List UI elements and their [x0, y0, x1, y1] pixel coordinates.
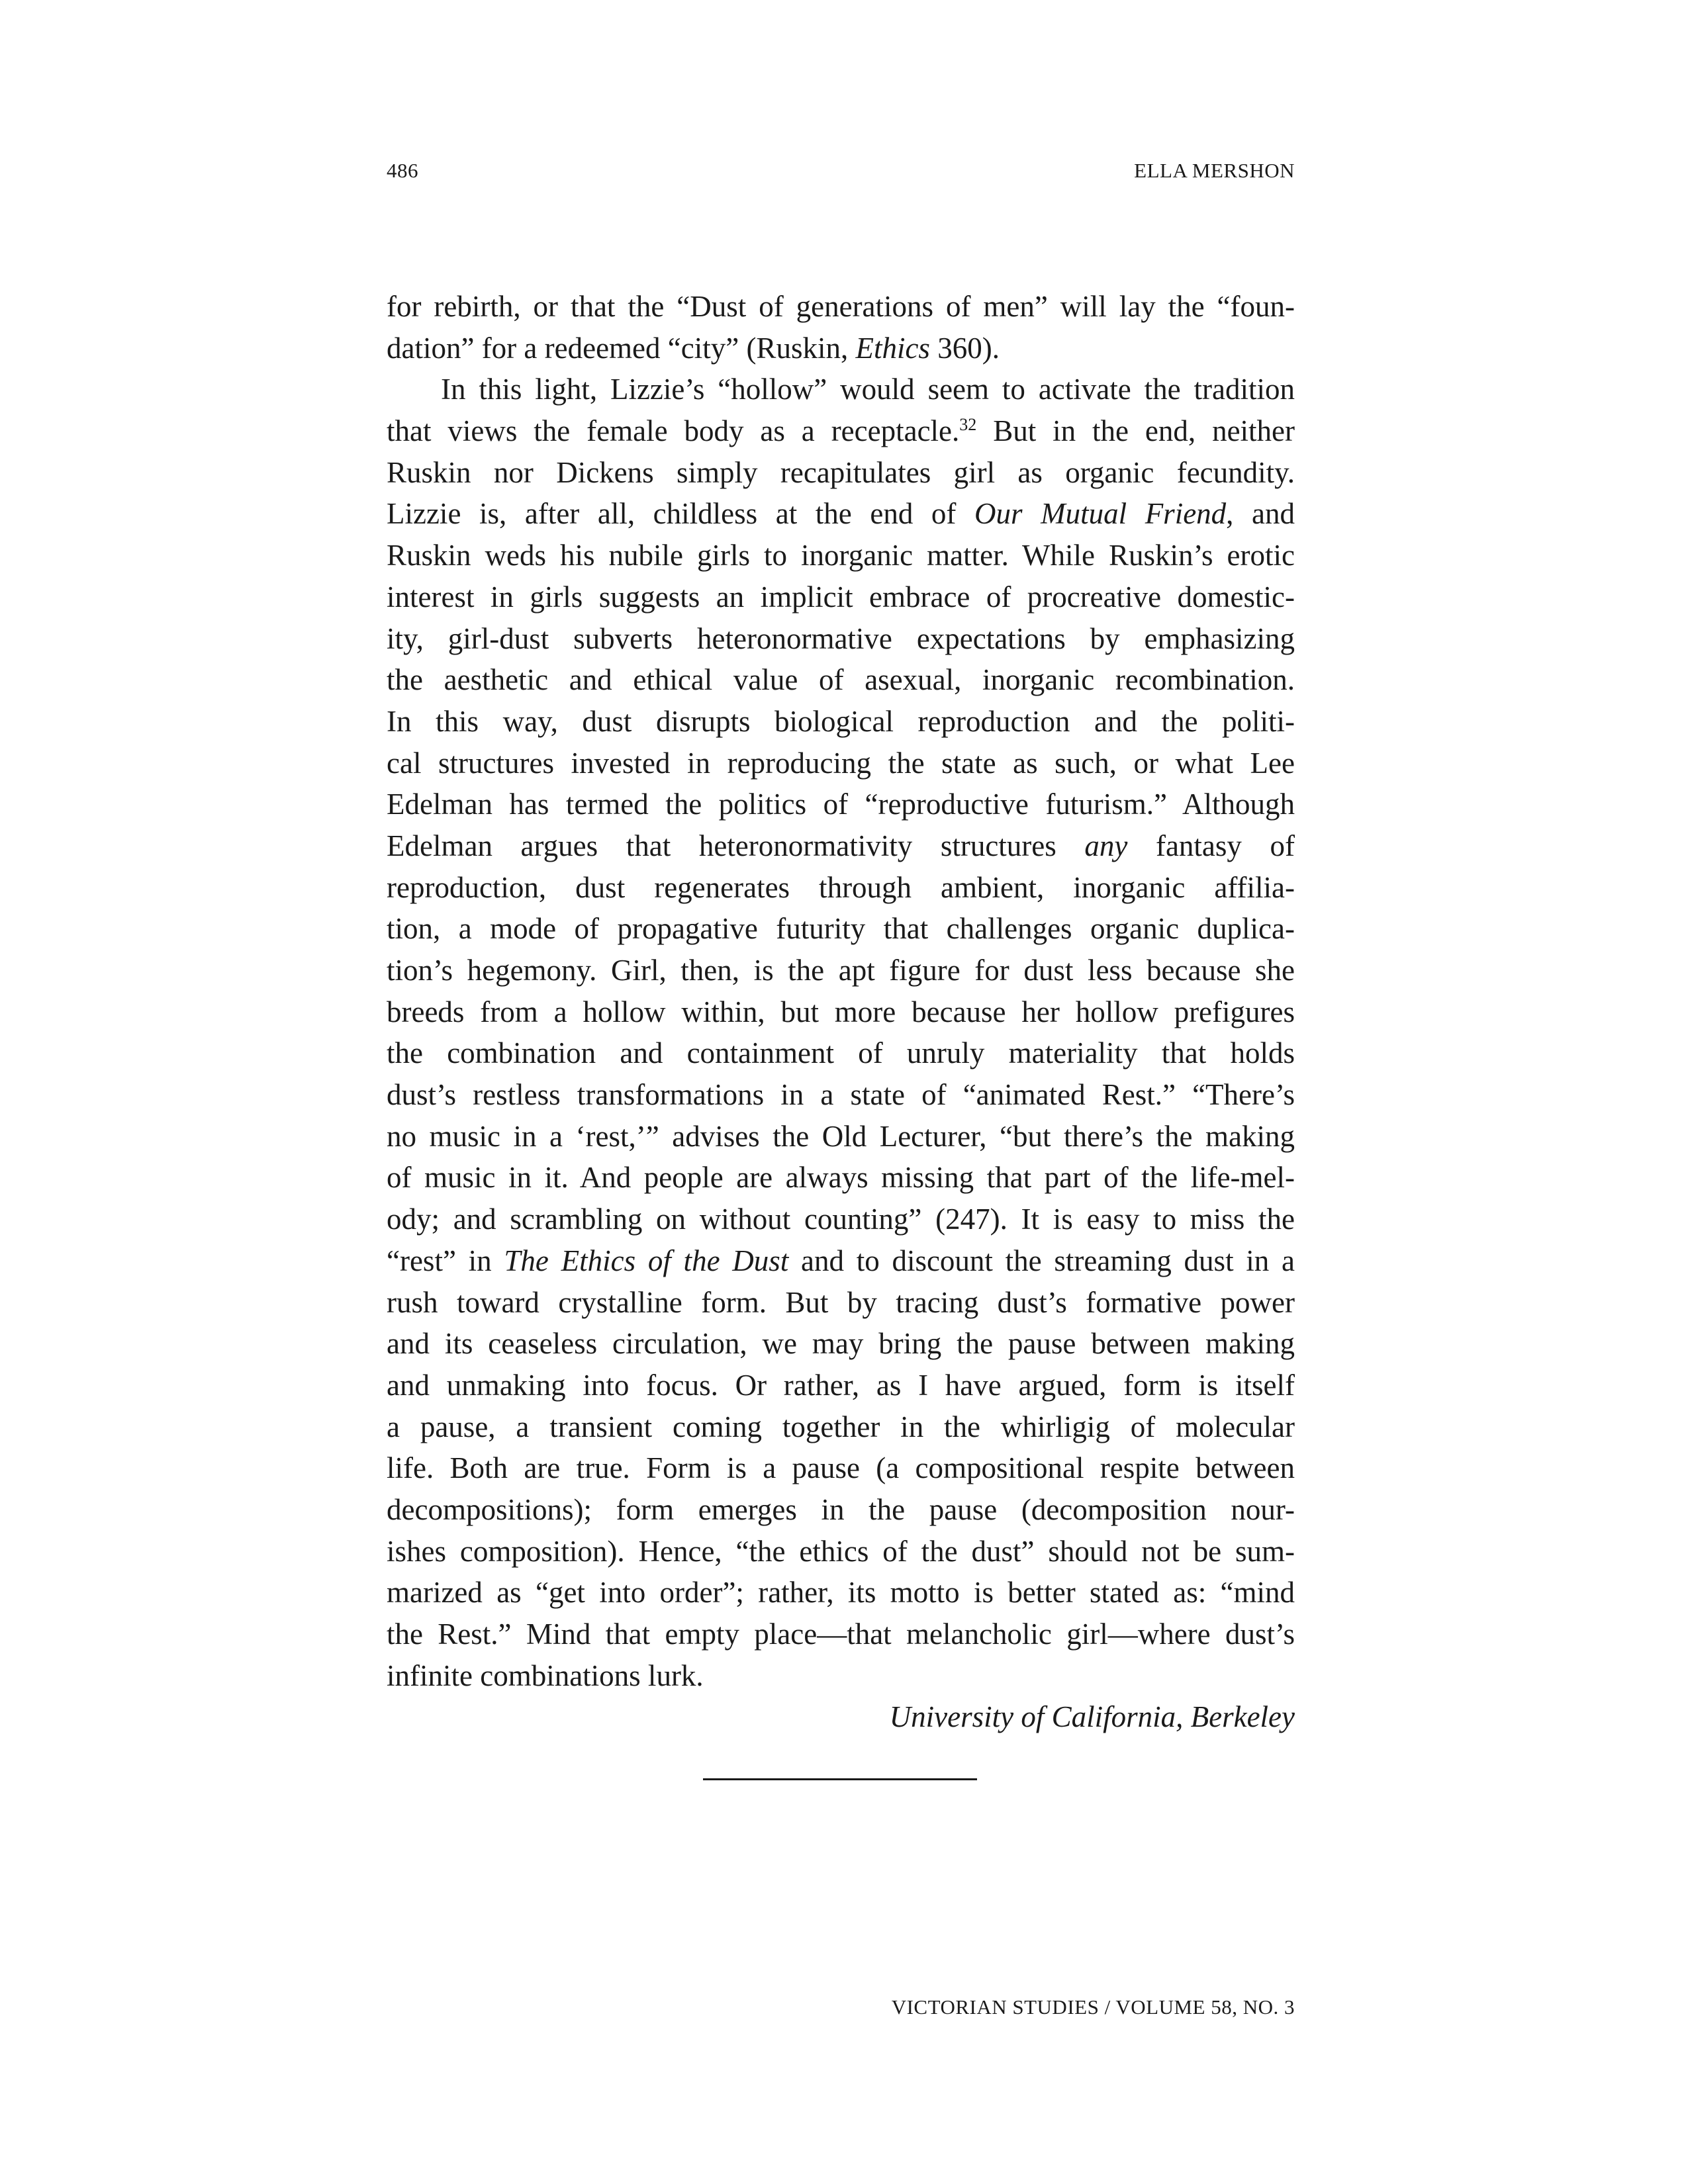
text-line	[387, 908, 1295, 950]
text-line	[387, 618, 1295, 660]
text-line	[387, 1116, 1295, 1158]
text-segment: But in the end, neither	[976, 414, 1295, 448]
running-head	[387, 159, 1295, 185]
text-segment: , and	[1226, 497, 1295, 531]
text-line	[387, 1282, 1295, 1324]
text-line	[387, 743, 1295, 784]
text-line	[387, 950, 1295, 991]
text-segment: and to discount the streaming dust in a	[788, 1244, 1295, 1277]
end-of-article-rule	[703, 1778, 977, 1780]
text-line	[387, 1489, 1295, 1531]
text-line	[387, 369, 1295, 410]
text-line	[387, 1447, 1295, 1489]
text-line	[387, 535, 1295, 576]
text-segment: dation” for a redeemed “city” (Ruskin,	[387, 331, 856, 365]
text-segment: fantasy of	[1127, 829, 1295, 862]
text-line	[387, 991, 1295, 1033]
page-number: 486	[387, 159, 418, 182]
text-segment: breeds from a hollow within, but more because her hollow prefigures	[387, 995, 1295, 1028]
text-segment: In this way, dust disrupts biological reproduction and the politi-	[387, 704, 1295, 738]
text-segment: life. Both are true. Form is a pause (a compositional respite between	[387, 1451, 1295, 1485]
text-segment: Ruskin nor Dickens simply recapitulates girl as organic fecundity.	[387, 455, 1295, 489]
text-segment: decompositions); form emerges in the pause (decomposition nour-	[387, 1492, 1295, 1526]
text-segment: of music in it. And people are always missing that part of the life-mel-	[387, 1161, 1295, 1195]
text-line	[387, 1406, 1295, 1448]
text-segment: a pause, a transient coming together in the whirligig of molecular	[387, 1410, 1295, 1443]
text-line	[387, 328, 1295, 369]
running-head-author: ELLA MERSHON	[1134, 159, 1295, 182]
text-line	[387, 825, 1295, 867]
text-segment: reproduction, dust regenerates through ambient, inorganic affilia-	[387, 870, 1295, 904]
text-line	[387, 1199, 1295, 1240]
text-line	[387, 1614, 1295, 1655]
text-line	[387, 701, 1295, 743]
text-segment: tion’s hegemony. Girl, then, is the apt figure for dust less because she	[387, 954, 1295, 987]
text-segment: Lizzie is, after all, childless at the end of	[387, 497, 975, 531]
paragraph-lines	[387, 286, 1295, 1696]
text-segment: rush toward crystalline form. But by tracing dust’s formative power	[387, 1285, 1295, 1319]
text-segment: and unmaking into focus. Or rather, as I have argued, form is itself	[387, 1368, 1295, 1402]
text-segment: and its ceaseless circulation, we may bring the pause between making	[387, 1327, 1295, 1361]
text-segment: that views the female body as a receptacle.	[387, 414, 960, 448]
text-segment: marized as “get into order”; rather, its motto is better stated as: “mind	[387, 1576, 1295, 1610]
text-segment: for rebirth, or that the “Dust of generations of men” will lay the “foun-	[387, 290, 1295, 323]
text-line	[387, 867, 1295, 909]
text-line	[387, 1572, 1295, 1614]
text-segment: “rest” in	[387, 1244, 504, 1277]
italic-title: Ethics	[855, 331, 930, 365]
text-line	[387, 452, 1295, 494]
text-line	[387, 659, 1295, 701]
text-segment: Edelman argues that heteronormativity structures	[387, 829, 1085, 862]
text-segment: ody; and scrambling on without counting” (247). It is easy to miss the	[387, 1203, 1295, 1236]
text-line	[387, 1032, 1295, 1074]
text-segment: dust’s restless transformations in a state of “animated Rest.” “There’s	[387, 1078, 1295, 1112]
italic-title: The Ethics of the Dust	[504, 1244, 789, 1277]
text-segment: no music in a ‘rest,’” advises the Old Lecturer, “but there’s the making	[387, 1119, 1295, 1153]
text-line	[387, 1323, 1295, 1365]
text-line	[387, 410, 1295, 452]
italic-title: any	[1084, 829, 1128, 862]
text-line	[387, 1240, 1295, 1282]
text-segment: Edelman has termed the politics of “reproductive futurism.” Although	[387, 788, 1295, 821]
text-segment: Ruskin weds his nubile girls to inorganic matter. While Ruskin’s erotic	[387, 539, 1295, 572]
text-line	[387, 1655, 1295, 1697]
italic-title: Our Mutual Friend	[974, 497, 1227, 531]
text-segment: interest in girls suggests an implicit embrace of procreative domestic-	[387, 580, 1295, 614]
text-line	[387, 1074, 1295, 1116]
text-segment: the Rest.” Mind that empty place—that melancholic girl—where dust’s	[387, 1617, 1295, 1651]
journal-footer: VICTORIAN STUDIES / VOLUME 58, NO. 3	[891, 1995, 1295, 2019]
text-segment: cal structures invested in reproducing the state as such, or what Lee	[387, 746, 1295, 780]
text-segment: ishes composition). Hence, “the ethics of the dust” should not be sum-	[387, 1534, 1295, 1568]
footnote-marker: 32	[959, 415, 977, 435]
text-line	[387, 1531, 1295, 1572]
text-segment: 360).	[929, 331, 1000, 365]
text-segment: tion, a mode of propagative futurity that challenges organic duplica-	[387, 912, 1295, 946]
text-line	[387, 576, 1295, 618]
text-line	[387, 1365, 1295, 1406]
text-line	[387, 784, 1295, 825]
text-segment: ity, girl-dust subverts heteronormative expectations by emphasizing	[387, 621, 1295, 655]
article-body	[387, 286, 1295, 1738]
text-segment: the combination and containment of unruly materiality that holds	[387, 1036, 1295, 1070]
text-segment: In this light, Lizzie’s “hollow” would seem to activate the tradition	[441, 373, 1295, 406]
text-line	[387, 493, 1295, 535]
text-line	[387, 1157, 1295, 1199]
author-affiliation: University of California, Berkeley	[889, 1700, 1295, 1734]
text-segment: the aesthetic and ethical value of asexual, inorganic recombination.	[387, 663, 1295, 697]
text-line	[387, 286, 1295, 328]
text-segment: infinite combinations lurk.	[387, 1659, 704, 1692]
